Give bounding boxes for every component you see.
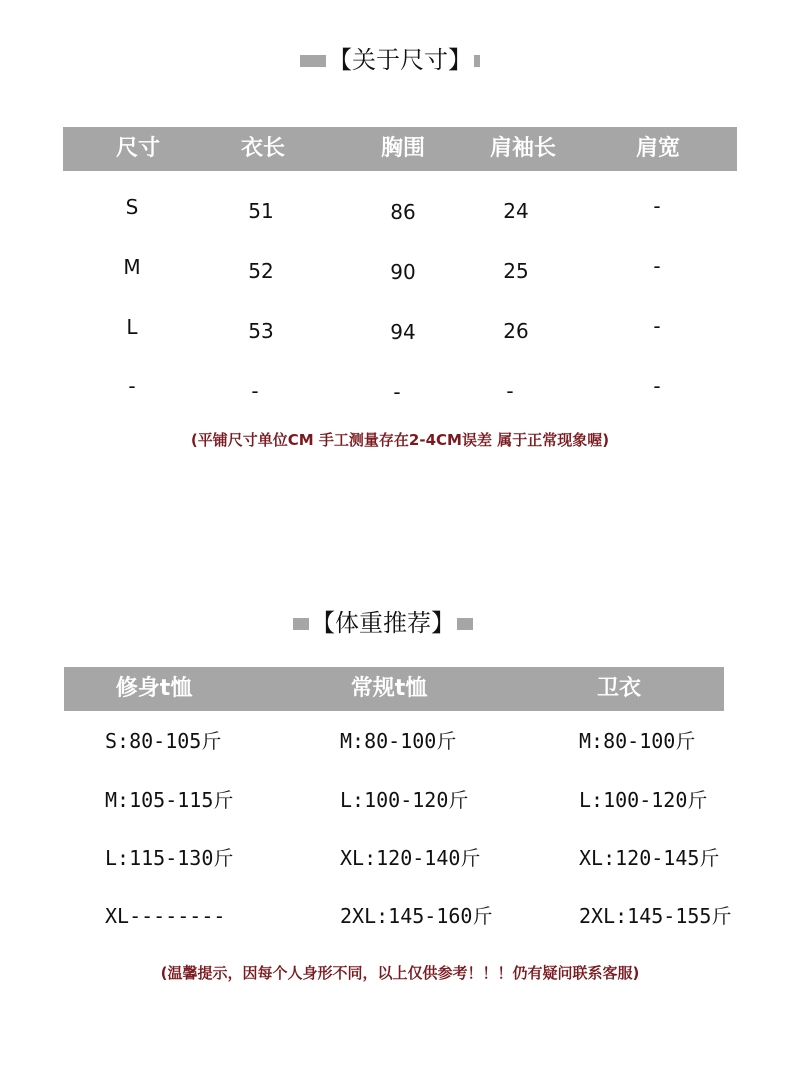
chest-cell: - <box>393 380 401 404</box>
header-size: 尺寸 <box>115 136 160 161</box>
hoodie-weight-cell: M:80-100斤 <box>579 729 696 753</box>
weight-section-title <box>0 603 800 643</box>
size-cell: - <box>128 374 136 398</box>
length-cell: 52 <box>248 259 274 283</box>
slim-weight-cell: L:115-130斤 <box>105 846 234 870</box>
slim-weight-cell: S:80-105斤 <box>105 729 222 753</box>
length-cell: 51 <box>248 199 274 223</box>
hoodie-weight-cell: XL:120-145斤 <box>579 846 720 870</box>
weight-table-header <box>64 667 724 711</box>
length-cell: - <box>251 379 259 403</box>
hoodie-weight-cell: 2XL:145-155斤 <box>579 904 732 928</box>
sleeve-cell: 26 <box>503 319 529 343</box>
header-sleeve: 肩袖长 <box>489 136 556 161</box>
chest-cell: 90 <box>390 260 416 284</box>
header-chest: 胸围 <box>380 136 425 161</box>
regular-weight-cell: L:100-120斤 <box>340 788 469 812</box>
regular-weight-cell: XL:120-140斤 <box>340 846 481 870</box>
header-length: 衣长 <box>240 136 285 161</box>
size-cell: S <box>125 195 139 219</box>
size-cell: M <box>123 255 141 279</box>
sleeve-cell: 25 <box>503 259 529 283</box>
size-table-header <box>63 127 737 171</box>
size-note: (平铺尺寸单位CM 手工测量存在2-4CM误差 属于正常现象喔) <box>190 431 610 449</box>
header-hoodie: 卫衣 <box>596 676 641 701</box>
slim-weight-cell: XL-------- <box>105 904 226 928</box>
sleeve-cell: - <box>506 379 514 403</box>
weight-note: (温馨提示，因每个人身形不同，以上仅供参考！！！仍有疑问联系客服) <box>160 964 640 982</box>
length-cell: 53 <box>248 319 274 343</box>
header-slim-tshirt: 修身t恤 <box>115 676 193 701</box>
slim-weight-cell: M:105-115斤 <box>105 788 234 812</box>
header-regular-tshirt: 常规t恤 <box>350 676 428 701</box>
hoodie-weight-cell: L:100-120斤 <box>579 788 708 812</box>
shoulder-cell: - <box>653 314 661 338</box>
regular-weight-cell: M:80-100斤 <box>340 729 457 753</box>
chest-cell: 86 <box>390 200 416 224</box>
regular-weight-cell: 2XL:145-160斤 <box>340 904 493 928</box>
shoulder-cell: - <box>653 374 661 398</box>
chest-cell: 94 <box>390 320 416 344</box>
sleeve-cell: 24 <box>503 199 529 223</box>
weight-title-text: 【体重推荐】 <box>311 609 455 637</box>
shoulder-cell: - <box>653 254 661 278</box>
size-cell: L <box>126 315 138 339</box>
shoulder-cell: - <box>653 194 661 218</box>
size-title-text: 【关于尺寸】 <box>328 46 472 74</box>
size-section-title <box>0 40 800 80</box>
header-shoulder: 肩宽 <box>635 136 680 161</box>
